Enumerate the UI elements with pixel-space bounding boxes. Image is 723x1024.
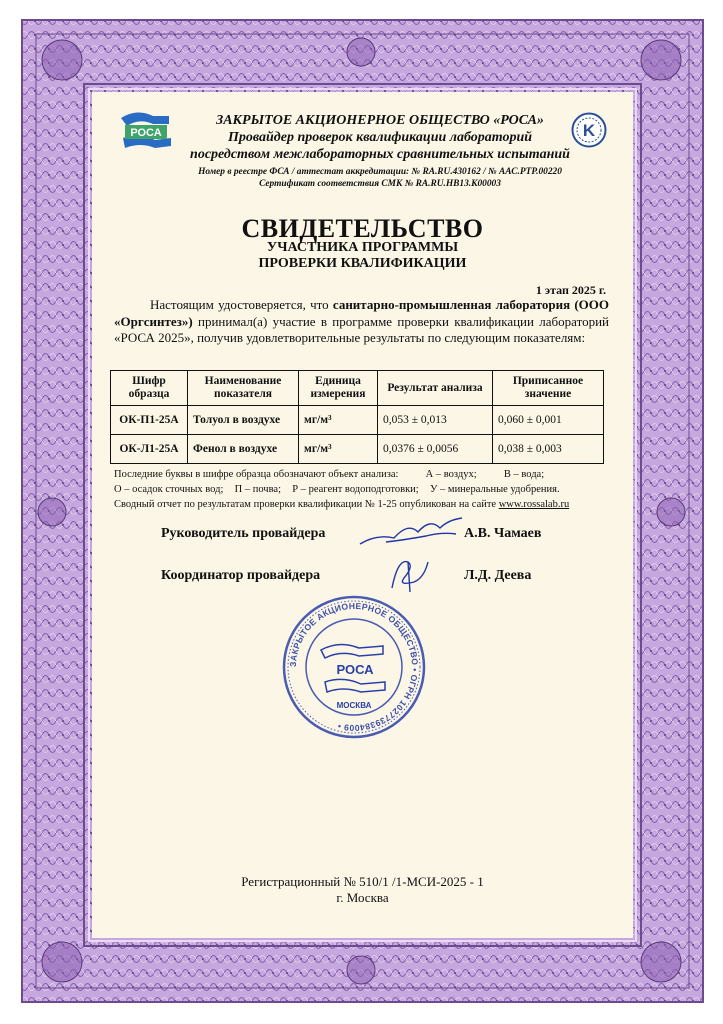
org-role-2: посредством межлабораторных сравнительных испытаний: [190, 147, 570, 162]
stamp-logo-text: РОСА: [336, 662, 374, 677]
cell-indicator: Фенол в воздухе: [188, 435, 299, 464]
table-row: [111, 435, 604, 464]
footer: [92, 874, 633, 906]
accreditation-k-logo: [571, 112, 607, 148]
note-line-1: [114, 467, 609, 482]
intro-paragraph: [114, 297, 609, 347]
note-report-text: Сводный отчет по результатам проверки квалификации № 1-25 опубликован на сайте: [114, 499, 499, 510]
intro-text-2: принимал(а) участие в программе проверки квалификации лабораторий «РОСА 2025», получив удовлетворительные результаты по следующим показателям:: [114, 313, 609, 345]
note-legend-intro: Последние буквы в шифре образца обозначают объект анализа:: [114, 469, 399, 480]
org-role: Провайдер проверок квалификации лабораторий: [227, 130, 533, 145]
col-header-assigned: Приписанное значение: [493, 371, 604, 406]
note-line-3: [114, 497, 609, 512]
registration-number: Регистрационный № 510/1 /1-МСИ-2025 - 1: [241, 874, 484, 889]
website-link[interactable]: www.rossalab.ru: [498, 499, 570, 510]
company-stamp: [279, 592, 429, 742]
document-title: СВИДЕТЕЛЬСТВО: [241, 214, 484, 243]
rosa-logo: [117, 108, 175, 154]
issue-city: г. Москва: [336, 890, 389, 905]
intro-text-1: Настоящим удостоверяется, что: [150, 297, 333, 312]
signature-chamaev: [356, 512, 466, 552]
note-legend-fertilizer: У – минеральные удобрения.: [429, 484, 560, 495]
registry-number: Номер в реестре ФСА / аттестат аккредитации: № RA.RU.430162 / № ААС.РТР.00220: [198, 167, 562, 177]
org-name: ЗАКРЫТОЕ АКЦИОНЕРНОЕ ОБЩЕСТВО «РОСА»: [216, 113, 544, 128]
stage-label: 1 этап 2025 г.: [535, 283, 606, 297]
cell-result: 0,0376 ± 0,0056: [378, 435, 493, 464]
stamp-city: МОСКВА: [336, 701, 372, 710]
table-row: [111, 406, 604, 435]
organization-header: [190, 112, 570, 163]
svg-text:K: K: [582, 121, 596, 140]
signature-deeva: [384, 552, 434, 596]
note-legend-water: В – вода;: [503, 469, 545, 480]
lab-name: санитарно-промышленная лаборатория (ООО «Оргсинтез»): [114, 297, 610, 329]
notes-block: [114, 467, 609, 512]
cell-code: ОК-П1-25А: [111, 406, 188, 435]
document-subtitle: [92, 240, 633, 272]
signatory-role-1: Руководитель провайдера: [161, 526, 326, 541]
rosa-logo-text: РОСА: [130, 127, 162, 139]
col-header-indicator: Наименование показателя: [188, 371, 299, 406]
subtitle-line-2: ПРОВЕРКИ КВАЛИФИКАЦИИ: [258, 256, 467, 271]
note-legend-reagent: Р – реагент водоподготовки;: [292, 484, 419, 495]
col-header-code: Шифр образца: [111, 371, 188, 406]
note-legend-sediment: О – осадок сточных вод;: [114, 484, 224, 495]
subtitle-line-1: УЧАСТНИКА ПРОГРАММЫ: [266, 240, 459, 255]
results-table: [110, 370, 604, 464]
col-header-unit: Единица измерения: [299, 371, 378, 406]
note-line-2: [114, 482, 609, 497]
registry-info: [150, 166, 610, 190]
col-header-result: Результат анализа: [378, 371, 493, 406]
cell-unit: мг/м³: [299, 406, 378, 435]
signatory-role-2: Координатор провайдера: [161, 568, 321, 583]
signatory-name-1: А.В. Чамаев: [464, 526, 542, 541]
cell-unit: мг/м³: [299, 435, 378, 464]
table-header-row: [111, 371, 604, 406]
note-legend-air: А – воздух;: [425, 469, 477, 480]
note-legend-soil: П – почва;: [234, 484, 281, 495]
cell-indicator: Толуол в воздухе: [188, 406, 299, 435]
stamp-ring-text: ЗАКРЫТОЕ АКЦИОНЕРНОЕ ОБЩЕСТВО • ОГРН 1027739384009 •: [287, 600, 421, 734]
cell-code: ОК-Л1-25А: [111, 435, 188, 464]
cell-result: 0,053 ± 0,013: [378, 406, 493, 435]
cell-assigned: 0,060 ± 0,001: [493, 406, 604, 435]
certificate-number: Сертификат соответствия СМК № RA.RU.НВ13.К00003: [259, 179, 501, 189]
signatory-name-2: Л.Д. Деева: [464, 568, 532, 583]
cell-assigned: 0,038 ± 0,003: [493, 435, 604, 464]
